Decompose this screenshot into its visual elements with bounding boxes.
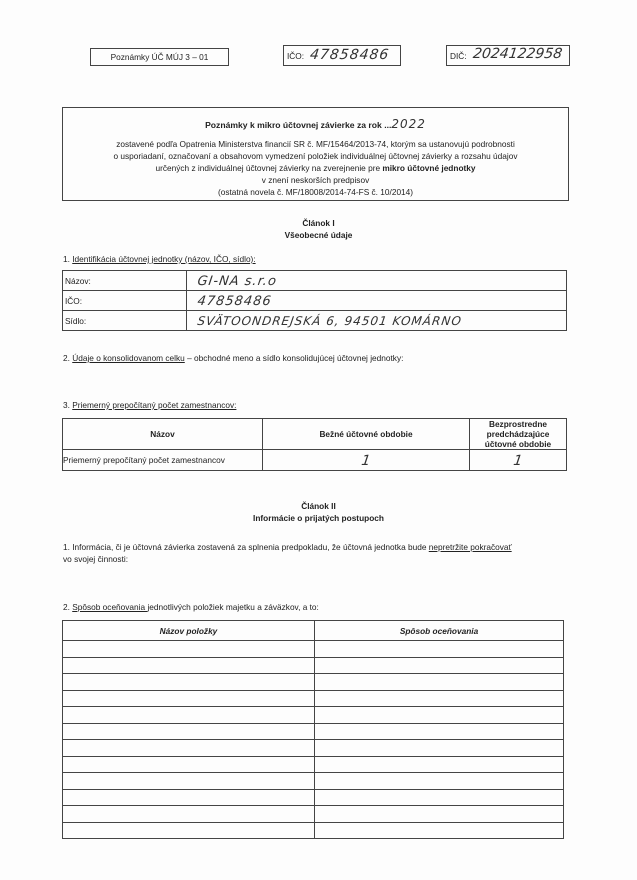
- valuation-method-cell: [315, 822, 564, 839]
- header-method: Spôsob oceňovania: [315, 621, 564, 641]
- valuation-item-cell: [63, 690, 315, 707]
- valuation-item-cell: [63, 707, 315, 724]
- s2-label: Údaje o konsolidovanom celku: [72, 353, 185, 363]
- valuation-method-cell: [315, 674, 564, 691]
- id-label: Sídlo:: [63, 311, 187, 331]
- valuation-method-cell: [315, 773, 564, 790]
- employees-current: 1: [261, 450, 471, 471]
- intro-line: o usporiadaní, označovaní a obsahovom vymedzení položiek individuálnej účtovnej závierky a rozsahu údajov: [113, 151, 518, 161]
- s1-num: 1.: [63, 254, 73, 264]
- intro-text: [63, 138, 568, 198]
- s1-label: Identifikácia účtovnej jednotky (názov, IČO, sídlo):: [72, 254, 256, 264]
- header-previous: Bezprostredne predchádzajúce účtovné obdobie: [470, 419, 567, 450]
- valuation-item-cell: [63, 657, 315, 674]
- employees-table: [62, 418, 567, 471]
- intro-line: zostavené podľa Opatrenia Ministerstva financií SR č. MF/15464/2013-74, ktorým sa ustanovujú podrobnosti: [116, 139, 515, 149]
- s3-heading: [63, 400, 236, 410]
- dic-label: DIČ:: [450, 51, 467, 61]
- id-value-ico: 47858486: [185, 291, 568, 311]
- intro-line: [63, 162, 568, 174]
- header-name: Názov: [63, 419, 263, 450]
- intro-title: [63, 117, 568, 131]
- valuation-row: [63, 822, 564, 839]
- id-label: IČO:: [63, 291, 187, 311]
- id-value-name: GI-NA s.r.o: [185, 271, 568, 291]
- ico-value: 47858486: [308, 47, 391, 63]
- dic-value: 2024122958: [471, 46, 564, 62]
- a2-s1: [63, 541, 573, 565]
- valuation-row: [63, 740, 564, 757]
- valuation-row: [63, 674, 564, 691]
- valuation-row: [63, 756, 564, 773]
- a2-s1-line2: vo svojej činnosti:: [63, 554, 129, 564]
- s2-rest: – obchodné meno a sídlo konsolidujúcej účtovnej jednotky:: [184, 353, 404, 363]
- a2-s2-label: Spôsob oceňovania: [72, 602, 148, 612]
- valuation-method-cell: [315, 789, 564, 806]
- id-value-seat: SVÄTOONDREJSKÁ 6, 94501 KOMÁRNO: [185, 311, 568, 331]
- valuation-item-cell: [63, 756, 315, 773]
- valuation-item-cell: [63, 773, 315, 790]
- form-code-box: [90, 48, 229, 66]
- valuation-row: [63, 773, 564, 790]
- valuation-header-row: [63, 621, 564, 641]
- header-current: Bežné účtovné obdobie: [263, 419, 470, 450]
- id-row: [63, 271, 567, 291]
- employees-label: Priemerný prepočítaný počet zamestnancov: [63, 450, 263, 471]
- intro-line: v znení neskorších predpisov: [261, 175, 370, 185]
- a2-s1-underlined: nepretržite pokračovať: [428, 542, 512, 552]
- valuation-row: [63, 723, 564, 740]
- intro-year: 2022: [391, 117, 426, 131]
- intro-title-text: Poznámky k mikro účtovnej závierke za rok ...: [205, 120, 392, 130]
- valuation-row: [63, 789, 564, 806]
- a2-s2-num: 2.: [63, 602, 73, 612]
- valuation-method-cell: [315, 740, 564, 757]
- valuation-method-cell: [315, 657, 564, 674]
- id-row: [63, 311, 567, 331]
- header-item: Názov položky: [63, 621, 315, 641]
- article2-subtitle: Informácie o prijatých postupoch: [253, 513, 384, 523]
- a2-s2: [63, 602, 319, 612]
- article1-title: Článok I: [302, 218, 335, 228]
- valuation-item-cell: [63, 641, 315, 658]
- valuation-method-cell: [315, 806, 564, 823]
- s3-num: 3.: [63, 400, 73, 410]
- a2-s1-text: 1. Informácia, či je účtovná závierka zostavená za splnenia predpokladu, že účtovná jednotka bude: [63, 542, 429, 552]
- valuation-row: [63, 707, 564, 724]
- valuation-item-cell: [63, 789, 315, 806]
- article1-subtitle: Všeobecné údaje: [284, 230, 353, 240]
- valuation-method-cell: [315, 707, 564, 724]
- article2-heading: [0, 500, 637, 524]
- ico-box: [283, 45, 401, 66]
- article1-heading: [0, 217, 637, 241]
- valuation-row: [63, 641, 564, 658]
- intro-line: (ostatná novela č. MF/18008/2014-74-FS č. 10/2014): [217, 187, 414, 197]
- valuation-method-cell: [315, 690, 564, 707]
- intro-bold: mikro účtovné jednotky: [382, 163, 476, 173]
- intro-box: [62, 107, 569, 201]
- intro-line-text: určených z individuálnej účtovnej závierky na zverejnenie pre: [155, 163, 383, 173]
- article2-title: Článok II: [301, 501, 336, 511]
- id-label: Názov:: [63, 271, 187, 291]
- valuation-method-cell: [315, 723, 564, 740]
- form-code: Poznámky ÚČ MÚJ 3 – 01: [110, 52, 209, 62]
- valuation-row: [63, 690, 564, 707]
- employees-row: [63, 450, 567, 471]
- valuation-item-cell: [63, 822, 315, 839]
- employees-header-row: [63, 419, 567, 450]
- s3-label: Priemerný prepočítaný počet zamestnancov:: [72, 400, 237, 410]
- valuation-item-cell: [63, 806, 315, 823]
- valuation-row: [63, 806, 564, 823]
- valuation-item-cell: [63, 740, 315, 757]
- id-row: [63, 291, 567, 311]
- valuation-method-cell: [315, 641, 564, 658]
- valuation-method-cell: [315, 756, 564, 773]
- identification-table: [62, 270, 567, 331]
- dic-box: [446, 45, 570, 66]
- s2-num: 2.: [63, 353, 73, 363]
- valuation-row: [63, 657, 564, 674]
- valuation-item-cell: [63, 674, 315, 691]
- ico-label: IČO:: [287, 51, 305, 61]
- a2-s2-rest: jednotlivých položiek majetku a záväzkov, a to:: [147, 602, 319, 612]
- s2-heading: [63, 353, 403, 363]
- s1-heading: [63, 254, 256, 264]
- employees-previous: 1: [468, 450, 568, 471]
- valuation-item-cell: [63, 723, 315, 740]
- valuation-table: [62, 620, 564, 839]
